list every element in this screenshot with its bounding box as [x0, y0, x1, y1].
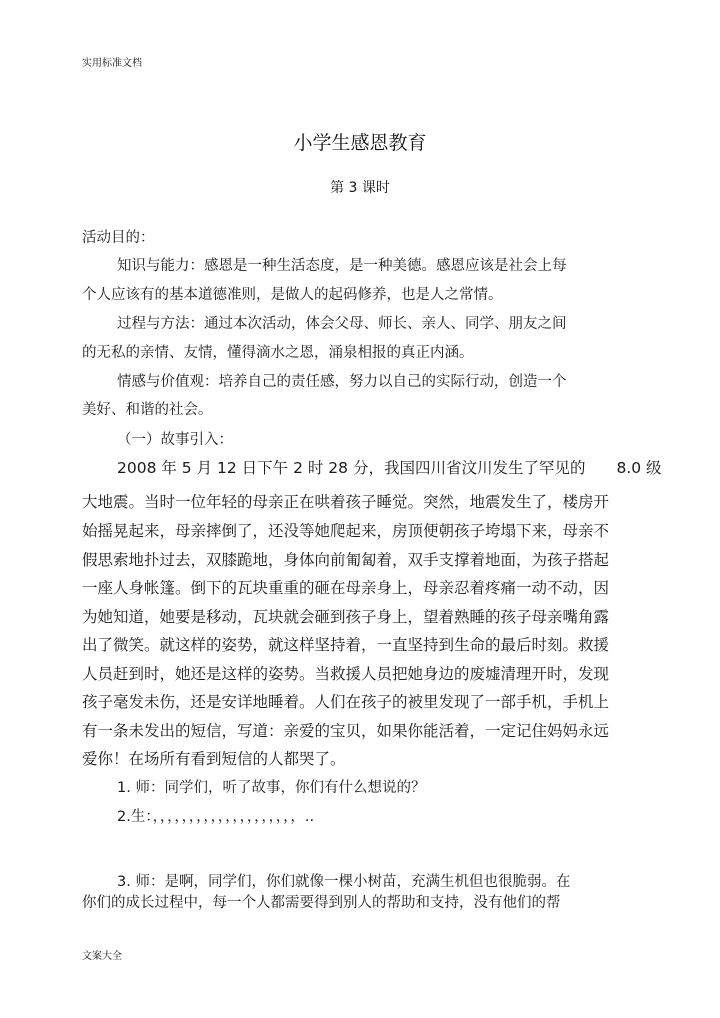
lesson-subtitle: 第 3 课时: [330, 180, 390, 196]
goals-heading: 活动目的：: [82, 230, 155, 246]
knowledge-paragraph-line: 个人应该有的基本道德准则，是做人的起码修养，也是人之常情。: [82, 287, 503, 303]
story-line: 始摇晃起来，母亲摔倒了，还没等她爬起来，房顶便朝孩子垮塌下来，母亲不: [82, 522, 610, 540]
question-3-line: 3. 师：是啊，同学们，你们就像一棵小树苗，充满生机但也很脆弱。在: [117, 874, 571, 890]
process-paragraph-line: 的无私的亲情、友情，懂得滴水之恩，涌泉相报的真正内涵。: [82, 345, 474, 361]
story-line: 有一条未发出的短信，写道：亲爱的宝贝，如果你能活着，一定记住妈妈永远: [82, 722, 610, 740]
values-paragraph-line: 情感与价值观：培养自己的责任感，努力以自己的实际行动，创造一个: [117, 374, 567, 390]
question-3-line: 你们的成长过程中，每一个人都需要得到别人的帮助和支持，没有他们的帮: [82, 895, 561, 911]
story-line: 爱你！在场所有看到短信的人都哭了。: [82, 750, 346, 768]
story-line: 人员赶到时，她还是这样的姿势。当救援人员把她身边的废墟清理开时，发现: [82, 665, 610, 683]
story-line: 一座人身帐篷。倒下的瓦块重重的砸在母亲身上，母亲忍着疼痛一动不动，因: [82, 579, 610, 597]
knowledge-paragraph-line: 知识与能力：感恩是一种生活态度，是一种美德。感恩应该是社会上每: [117, 258, 567, 274]
story-line: 孩子毫发未伤，还是安详地睡着。人们在孩子的被里发现了一部手机，手机上: [82, 693, 610, 711]
values-paragraph-line: 美好、和谐的社会。: [82, 402, 213, 418]
document-title: 小学生感恩教育: [293, 132, 427, 154]
story-line: 出了微笑。就这样的姿势，就这样坚持着，一直坚持到生命的最后时刻。救援: [82, 636, 610, 654]
section-heading-story: （一）故事引入：: [117, 432, 233, 448]
story-line: 2008 年 5 月 12 日下午 2 时 28 分，我国四川省汶川发生了罕见的 8.0 级: [117, 459, 662, 477]
answer-2: 2.生：，，，，，，，，，，，，，，，，，，，，..: [117, 809, 315, 825]
page-header-label: 实用标准文档: [82, 58, 142, 69]
process-paragraph-line: 过程与方法：通过本次活动，体会父母、师长、亲人、同学、朋友之间: [117, 316, 567, 332]
question-1: 1. 师：同学们，听了故事，你们有什么想说的？: [117, 780, 426, 796]
story-line: 为她知道，她要是移动，瓦块就会砸到孩子身上，望着熟睡的孩子母亲嘴角露: [82, 608, 610, 626]
story-line: 大地震。当时一位年轻的母亲正在哄着孩子睡觉。突然，地震发生了，楼房开: [82, 493, 610, 511]
page-footer-label: 文案大全: [82, 951, 122, 962]
story-line: 假思索地扑过去，双膝跪地，身体向前匍匐着，双手支撑着地面，为孩子搭起: [82, 551, 610, 569]
